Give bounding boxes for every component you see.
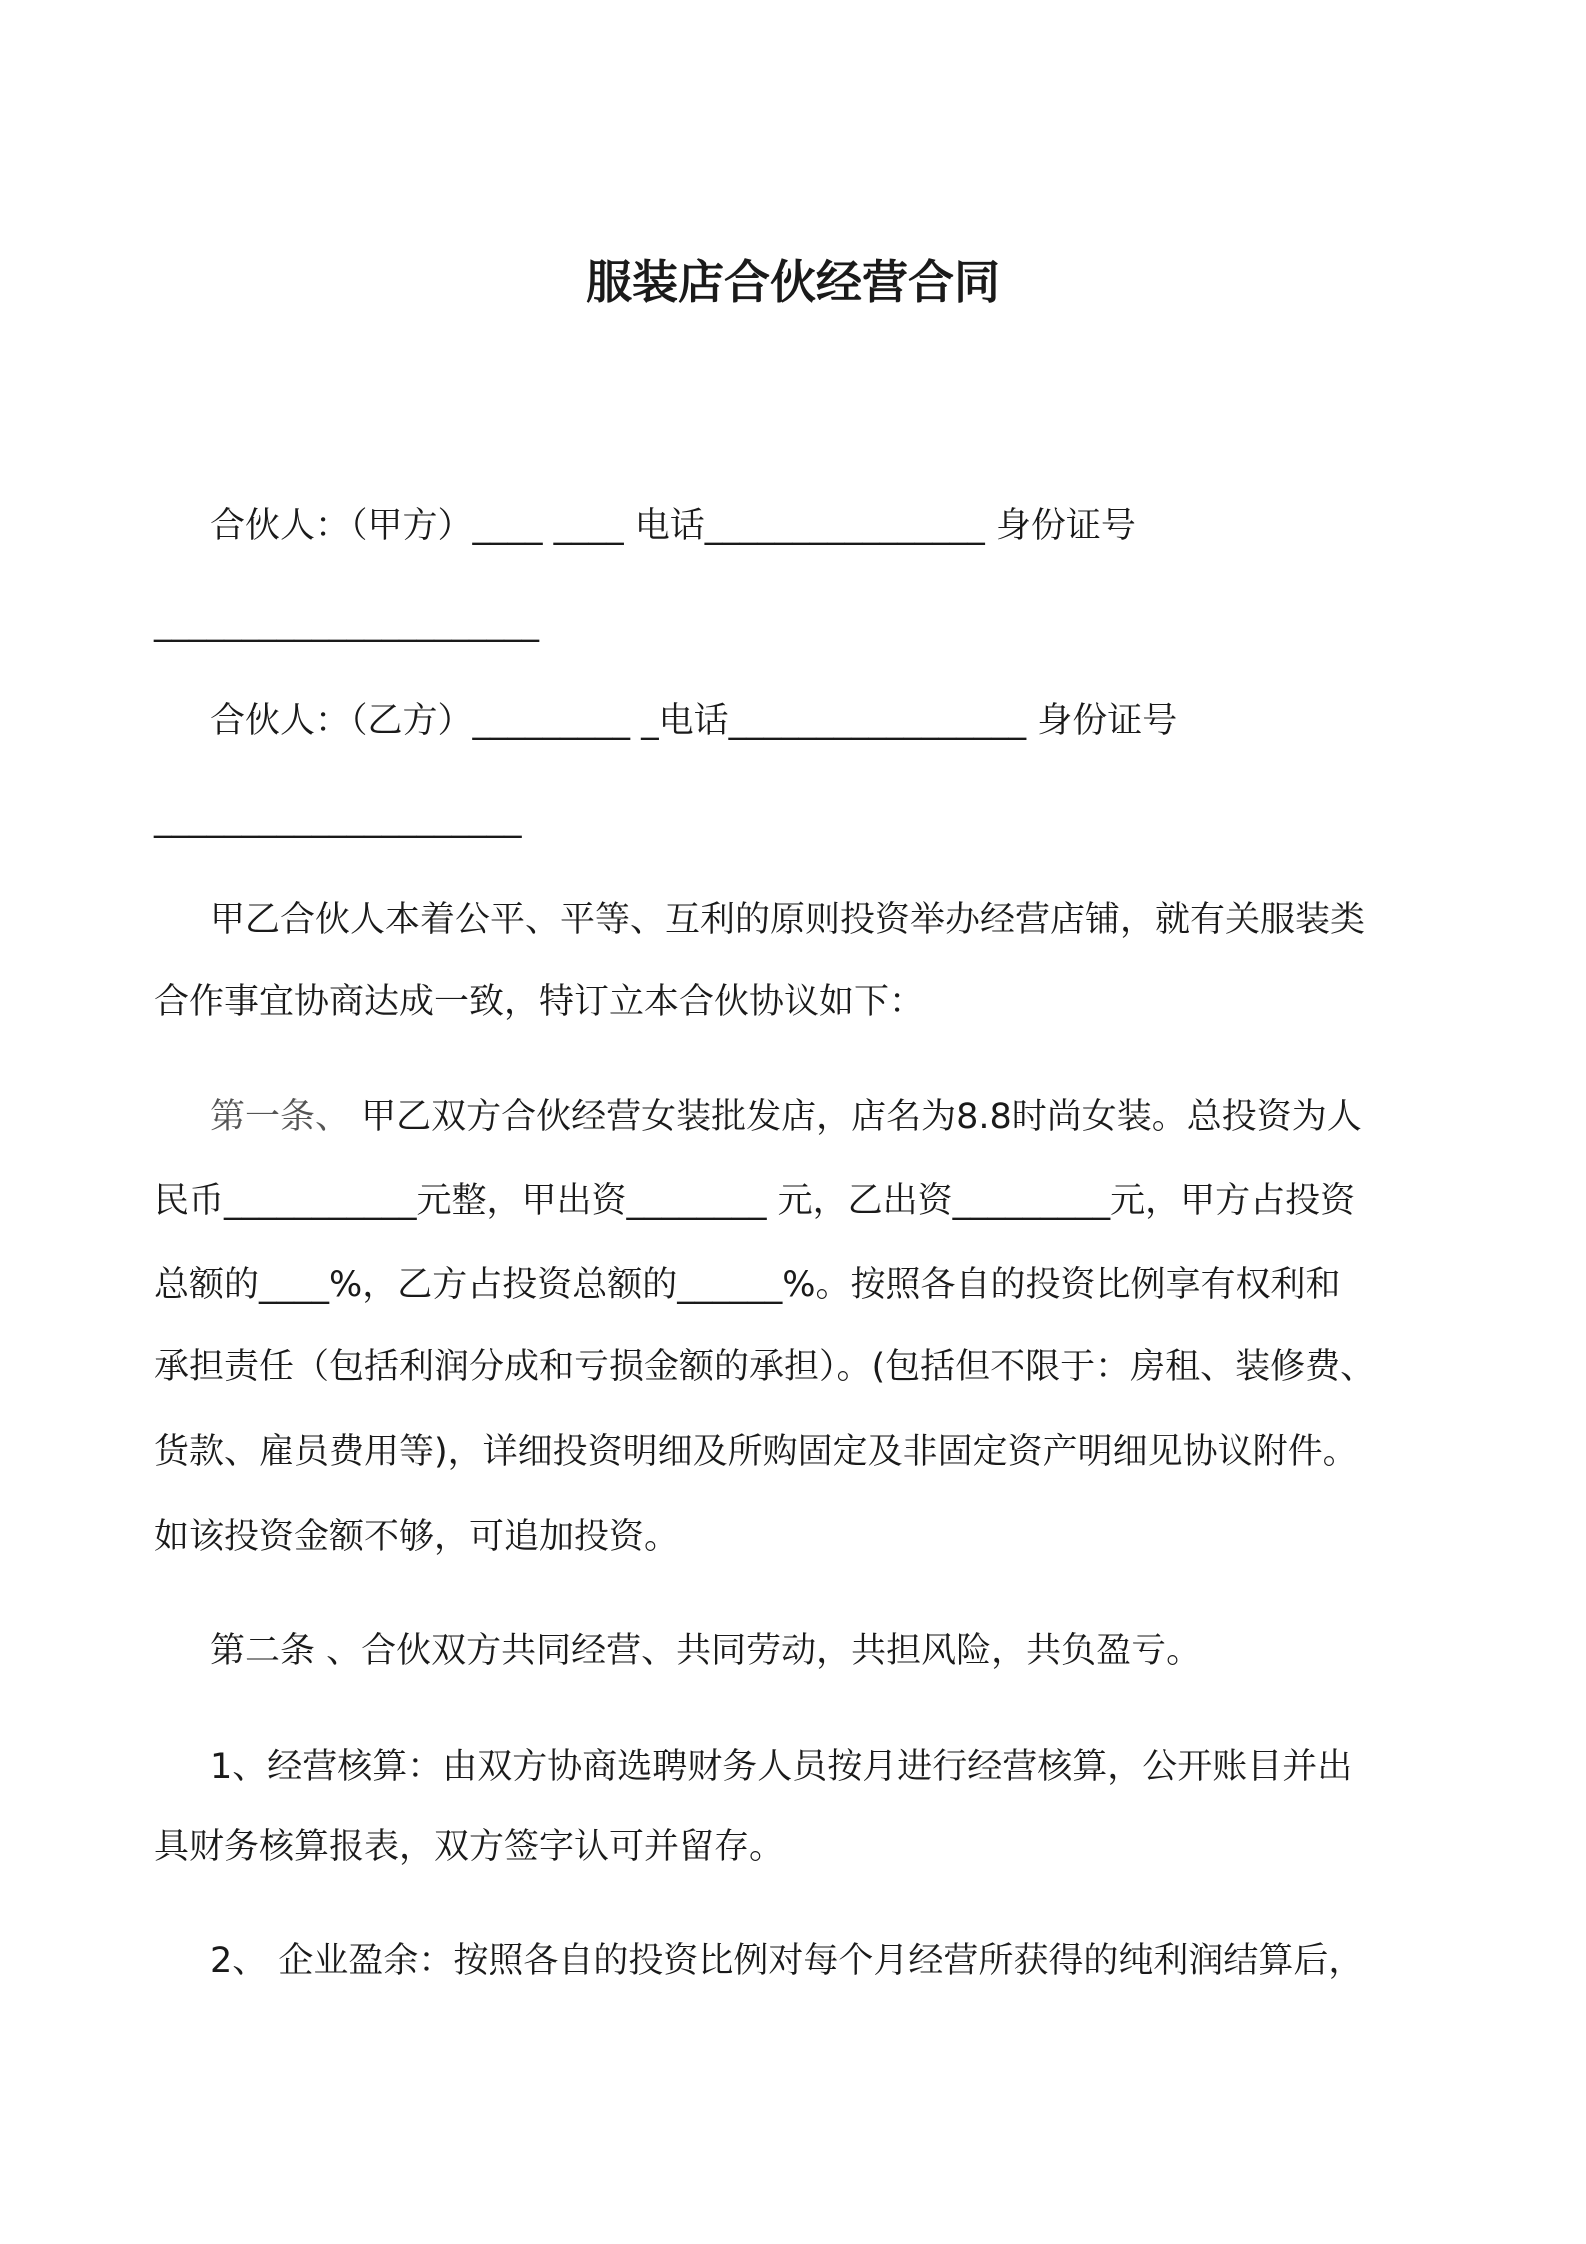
clause-2-line: 2、 企业盈余：按照各自的投资比例对每个月经营所获得的纯利润结算后， xyxy=(210,1941,1364,1981)
article-1-line: 货款、雇员费用等)，详细投资明细及所购固定及非固定资产明细见协议附件。 xyxy=(154,1432,1358,1472)
article-1-line: 民币___________元整，甲出资________ 元，乙出资_________元，甲方占投资 xyxy=(154,1181,1356,1221)
article-1-line: 如该投资金额不够，可追加投资。 xyxy=(154,1517,680,1557)
article-1-label: 第一条、 xyxy=(210,1097,362,1137)
preamble-line: 甲乙合伙人本着公平、平等、互利的原则投资举办经营店铺，就有关服装类 xyxy=(210,900,1366,940)
article-1-text: 甲乙双方合伙经营女装批发店，店名为8.8时尚女装。总投资为人 xyxy=(361,1097,1362,1137)
partner-a-line: 合伙人：（甲方）____ ____ 电话________________ 身份证号 xyxy=(210,506,1136,546)
clause-1-line: 具财务核算报表，双方签字认可并留存。 xyxy=(154,1827,785,1867)
partner-b-id-blank: _____________________ xyxy=(154,799,522,839)
contract-title: 服装店合伙经营合同 xyxy=(586,255,1000,309)
preamble-line: 合作事宜协商达成一致，特订立本合伙协议如下： xyxy=(154,982,925,1022)
partner-a-id-blank: ______________________ xyxy=(154,603,539,643)
partner-b-line: 合伙人：（乙方）_________ _电话_________________ 身份证号 xyxy=(210,701,1178,741)
clause-1-line: 1、经营核算：由双方协商选聘财务人员按月进行经营核算，公开账目并出 xyxy=(210,1747,1353,1787)
article-1-line xyxy=(210,1095,1362,1139)
article-1-line: 总额的____%，乙方占投资总额的______%。按照各自的投资比例享有权利和 xyxy=(154,1265,1341,1305)
article-2-line: 第二条 、合伙双方共同经营、共同劳动，共担风险，共负盈亏。 xyxy=(210,1631,1202,1671)
article-1-line: 承担责任（包括利润分成和亏损金额的承担）。(包括但不限于：房租、装修费、 xyxy=(154,1347,1376,1387)
